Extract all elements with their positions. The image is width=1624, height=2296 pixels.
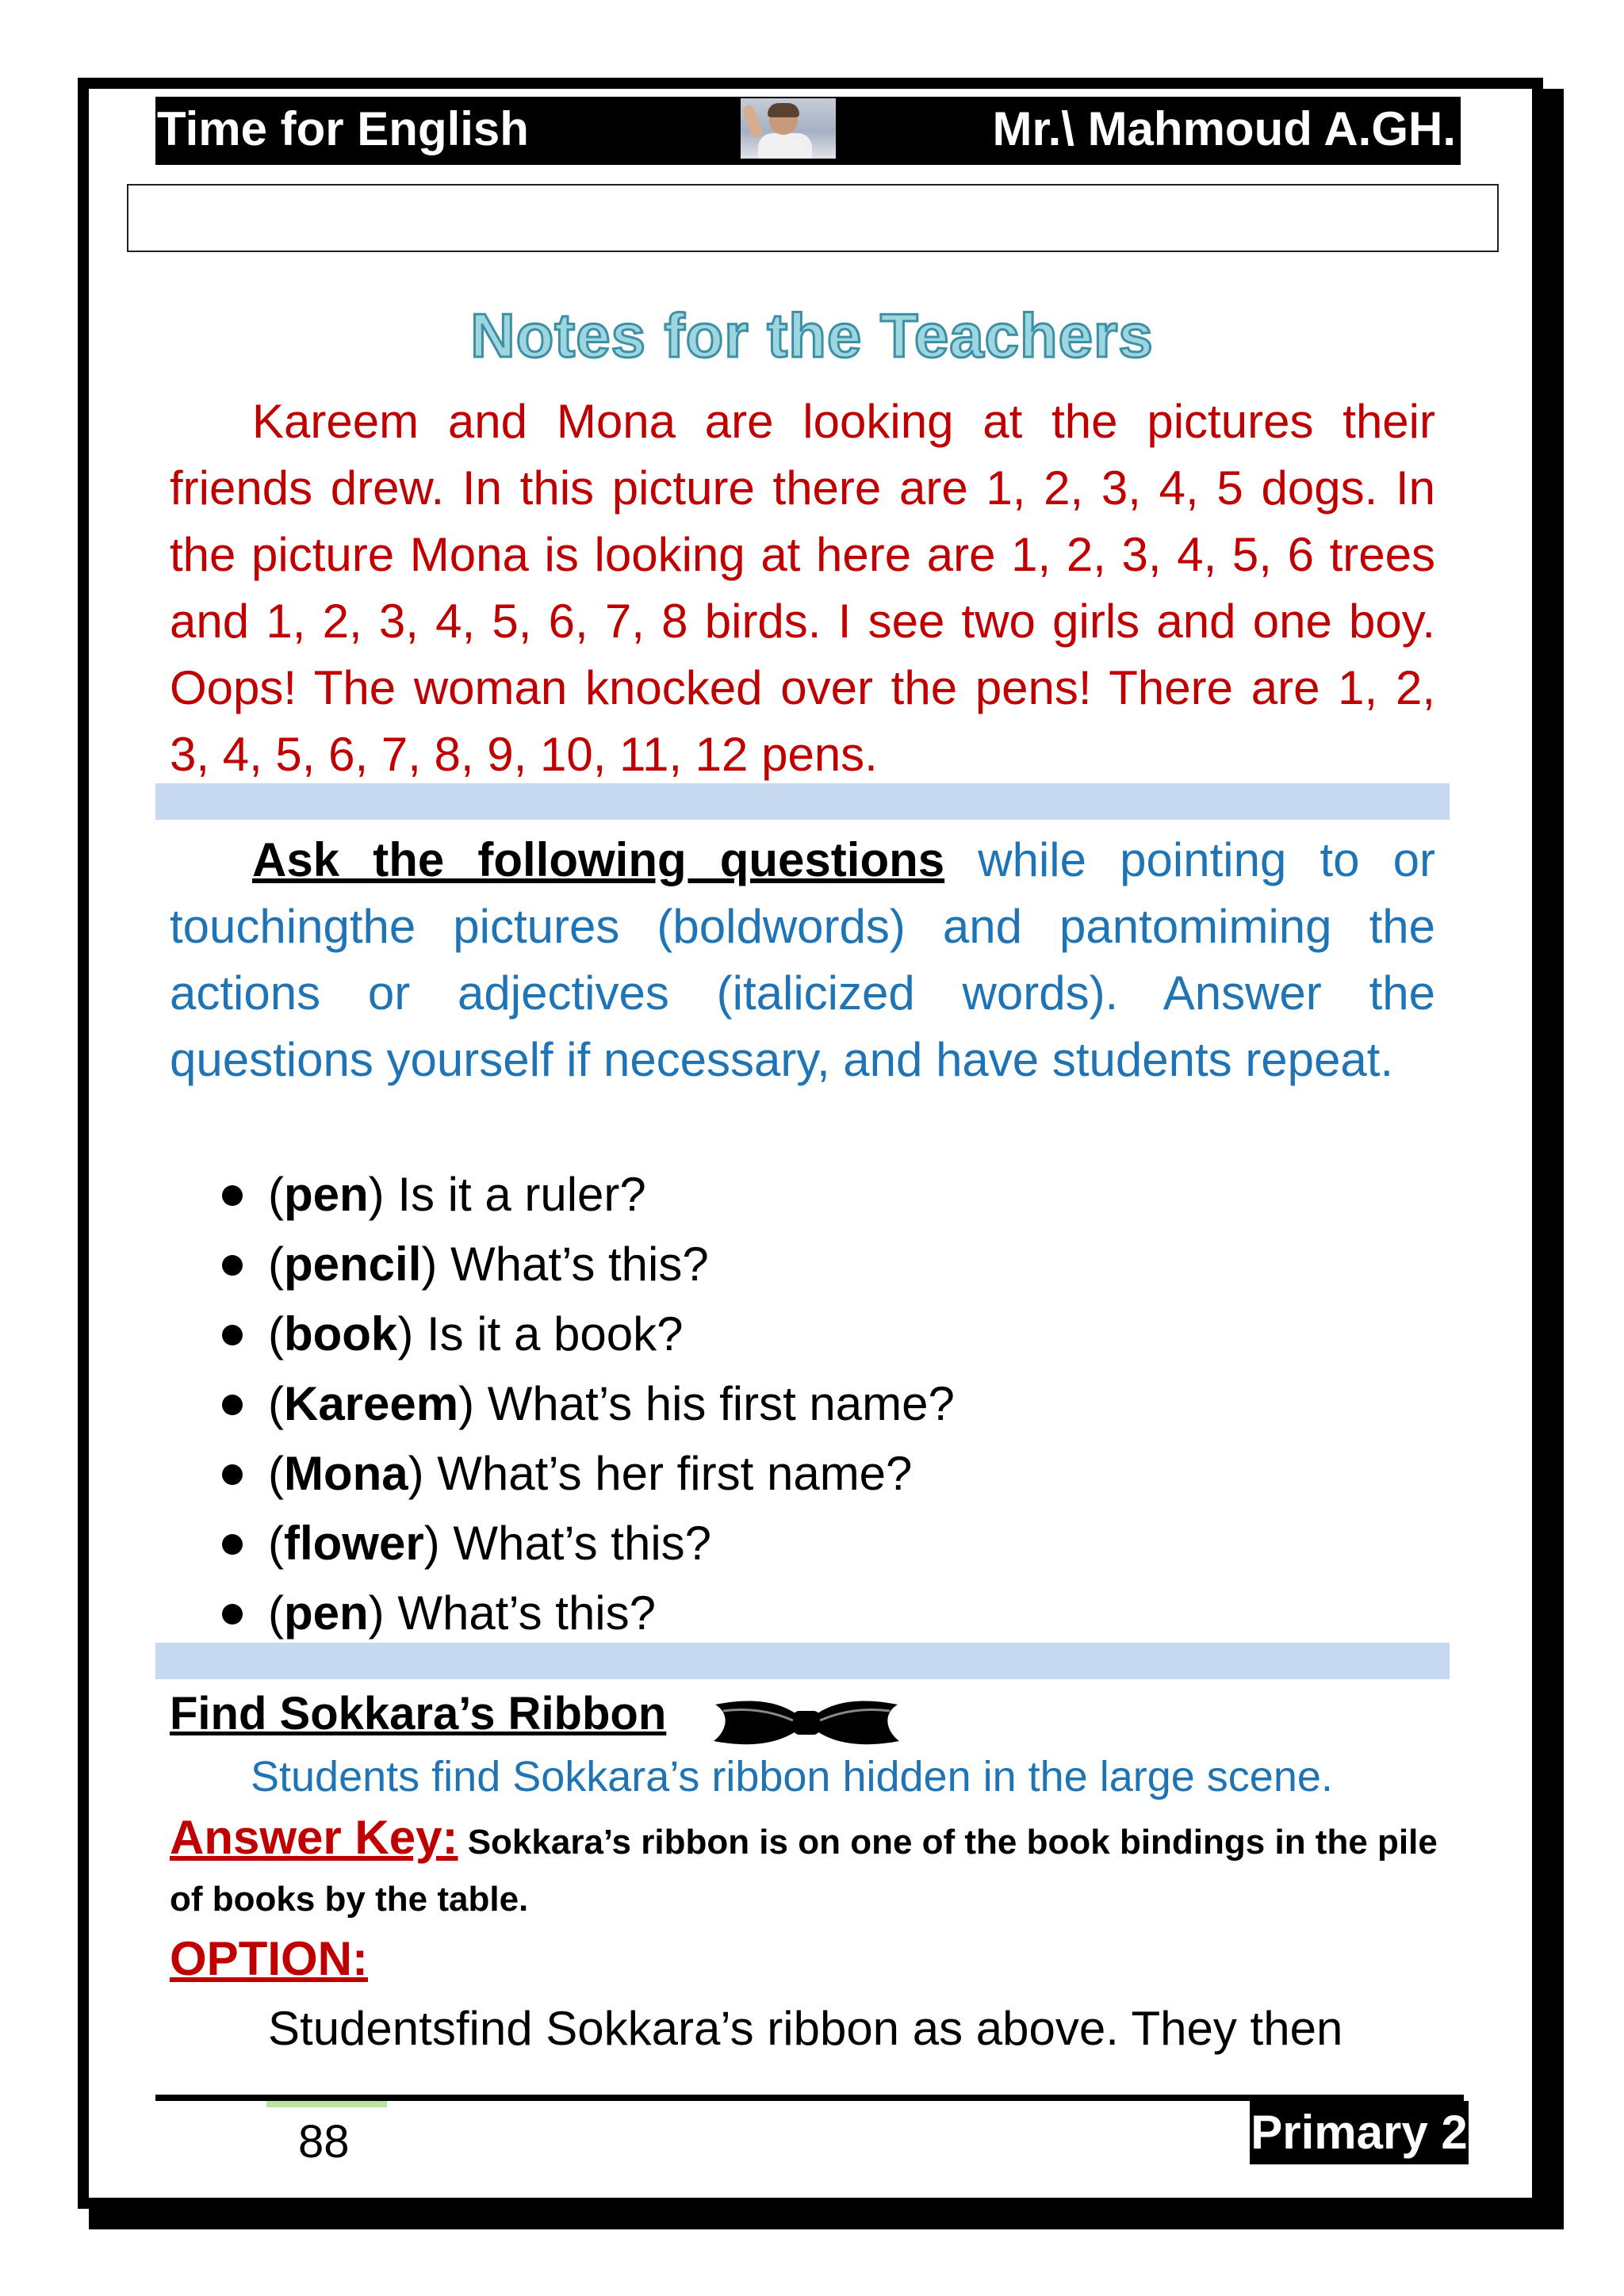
header-author: Mr.\ Mahmoud A.GH.: [992, 102, 1456, 155]
section-divider: [155, 1643, 1450, 1679]
page-number: 88: [298, 2116, 350, 2168]
question-list: [220, 1160, 955, 1648]
answer-key: [170, 1809, 1438, 1928]
question-word: Mona: [283, 1447, 408, 1500]
ribbon-icon: [707, 1693, 906, 1752]
question-word: pen: [283, 1168, 369, 1221]
header-bar: [155, 97, 1461, 165]
question-item: (book) Is it a book?: [220, 1299, 955, 1369]
find-ribbon-instruction: Students find Sokkara’s ribbon hidden in the large scene.: [251, 1753, 1333, 1800]
footer-rule: [155, 2095, 1464, 2101]
child-photo: [741, 98, 836, 159]
question-item: (pen) What’s this?: [220, 1578, 955, 1648]
grade-badge: Primary 2: [1250, 2101, 1469, 2164]
question-item: (pen) Is it a ruler?: [220, 1160, 955, 1230]
notes-title: Notes for the Teachers: [470, 300, 1154, 370]
question-text: What’s this?: [453, 1517, 712, 1570]
questions-lead: Ask the following questions: [252, 833, 945, 886]
question-text: What’s this?: [397, 1586, 657, 1640]
find-ribbon-title: Find Sokkara’s Ribbon: [170, 1688, 667, 1739]
question-text: Is it a book?: [426, 1307, 684, 1360]
question-word: book: [283, 1307, 398, 1360]
questions-instruction-text: while pointing to or touchingthe pictures (boldwords) and pantomiming the actions or adjectives (italicized words). Answer the questions yourself if necessary, and have students repeat.: [170, 833, 1436, 1086]
question-text: Is it a ruler?: [397, 1168, 646, 1221]
answer-key-text: Sokkara’s ribbon is on one of the book bindings in the pile of books by the table.: [170, 1823, 1438, 1919]
option-text: Studentsfind Sokkara’s ribbon as above. They then: [268, 2002, 1343, 2055]
answer-key-label: Answer Key:: [170, 1811, 458, 1864]
question-word: flower: [283, 1517, 424, 1570]
question-text: What’s her first name?: [437, 1447, 913, 1500]
notes-paragraph: Kareem and Mona are looking at the pictures their friends drew. In this picture there are 1, 2, 3, 4, 5 dogs. In the picture Mona is looking at here are 1, 2, 3, 4, 5, 6 trees and 1, 2, 3, 4, 5, 6, 7, 8 birds. I see two girls and one boy. Oops! The woman knocked over the pens! There are 1, 2, 3, 4, 5, 6, 7, 8, 9, 10, 11, 12 pens.: [170, 395, 1435, 781]
question-item: (flower) What’s this?: [220, 1509, 955, 1578]
question-text: What’s his first name?: [487, 1377, 955, 1430]
question-item: (Kareem) What’s his first name?: [220, 1369, 955, 1439]
question-word: pencil: [283, 1238, 422, 1291]
question-word: Kareem: [283, 1377, 459, 1430]
questions-instruction: [170, 827, 1435, 1093]
header-title: Time for English: [157, 102, 529, 155]
section-divider: [155, 783, 1450, 820]
question-text: What’s this?: [450, 1238, 709, 1291]
footer-accent: [266, 2101, 387, 2107]
question-item: (pencil) What’s this?: [220, 1230, 955, 1299]
question-item: (Mona) What’s her first name?: [220, 1439, 955, 1509]
blank-box: [127, 184, 1499, 252]
option-label: OPTION:: [170, 1932, 368, 1985]
question-word: pen: [283, 1586, 369, 1640]
